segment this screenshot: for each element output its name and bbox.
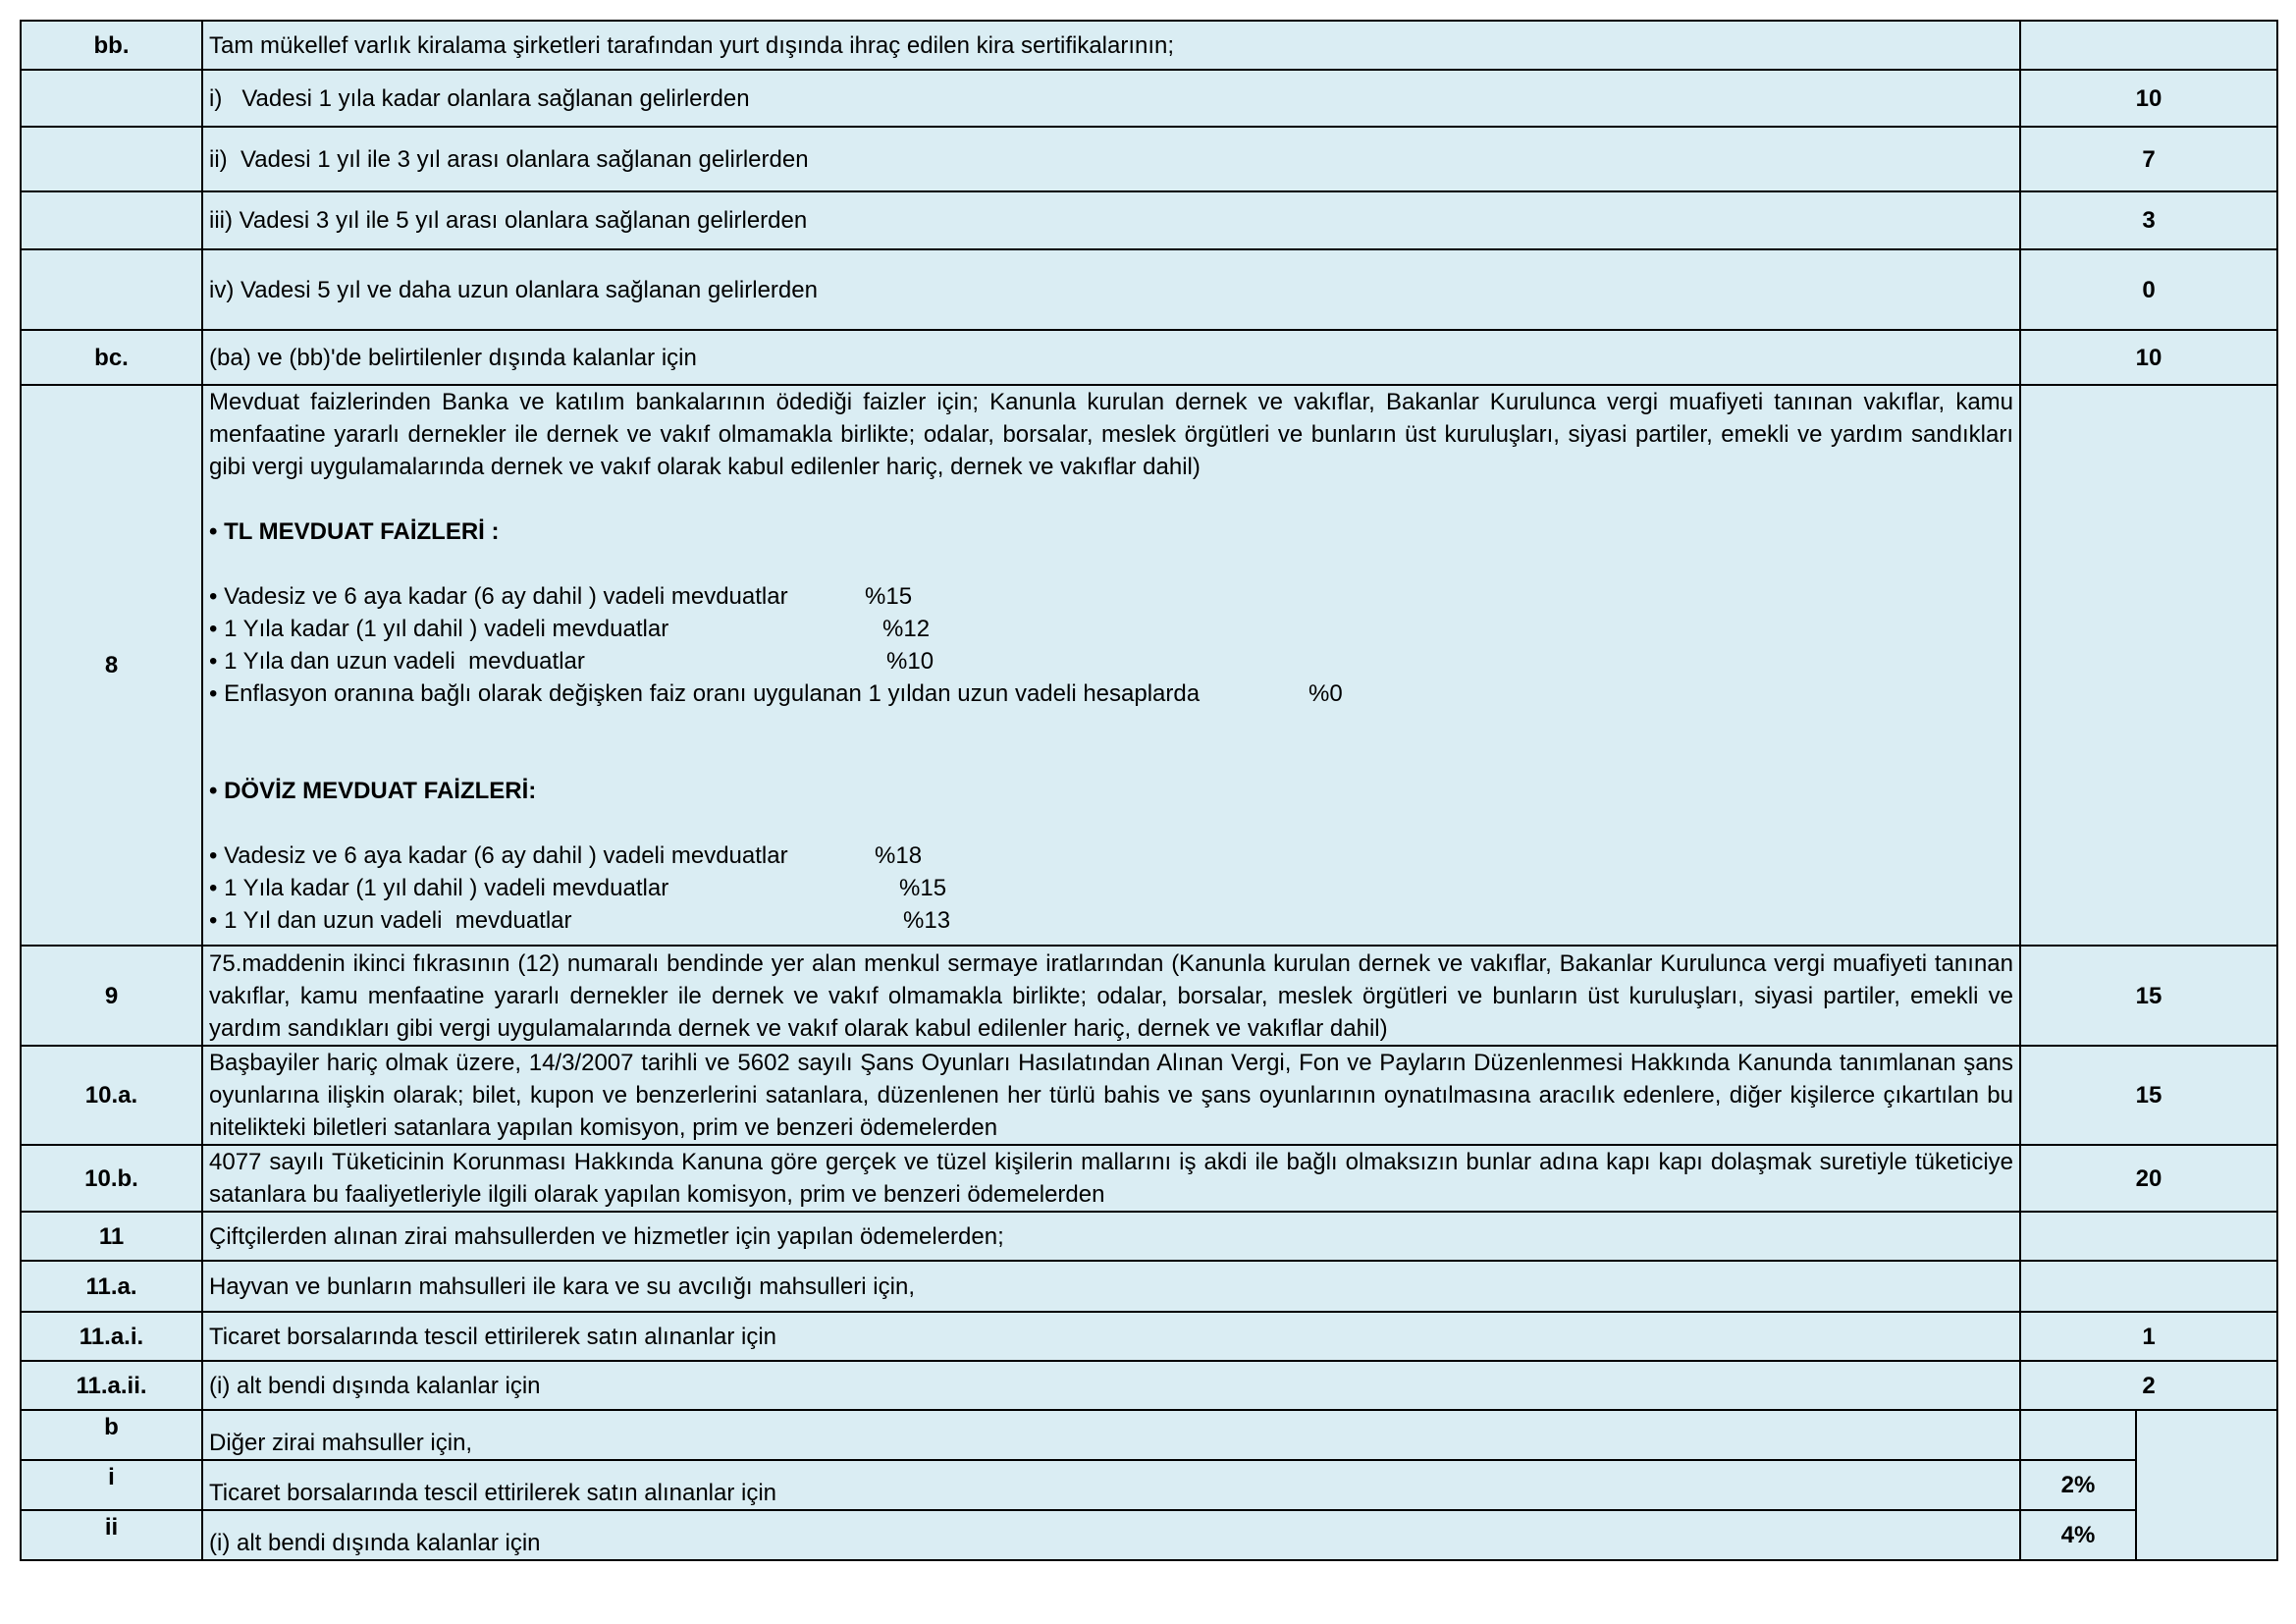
- rate-value: %12: [882, 616, 931, 642]
- item-description: iv) Vadesi 5 yıl ve daha uzun olanlara sağlanan gelirlerden: [202, 249, 2020, 330]
- item-number: 11: [21, 1212, 202, 1261]
- table-row: [21, 249, 2277, 330]
- item-rate: 7: [2020, 127, 2277, 191]
- table-row: [21, 21, 2277, 70]
- item-description: 4077 sayılı Tüketicinin Korunması Hakkında Kanuna göre gerçek ve tüzel kişilerin mallarını iş akdi ile bağlı olmaksızın bunlar adına kapı kapı dolaşmak suretiyle tüketiciye satanlara bu faaliyetleriyle ilgili olarak yapılan komisyon, prim ve benzeri ödemelerden: [202, 1145, 2020, 1212]
- table-row: [21, 330, 2277, 385]
- item-rate: 2%: [2020, 1460, 2136, 1510]
- item-rate: [2020, 1261, 2277, 1312]
- tl-deposit-heading: • TL MEVDUAT FAİZLERİ :: [209, 518, 500, 545]
- withholding-rates-table: [20, 20, 2278, 1561]
- item-description: (i) alt bendi dışında kalanlar için: [202, 1361, 2020, 1410]
- table-row: [21, 1312, 2277, 1361]
- rate-label: • Enflasyon oranına bağlı olarak değişken faiz oranı uygulanan 1 yıldan uzun vadeli hesaplarda: [209, 680, 1201, 707]
- item-description: i) Vadesi 1 yıla kadar olanlara sağlanan gelirlerden: [202, 70, 2020, 127]
- item-number: 8: [21, 385, 202, 946]
- fx-deposit-heading: • DÖVİZ MEVDUAT FAİZLERİ:: [209, 778, 537, 804]
- list-item: [209, 839, 2013, 872]
- empty-merged-cell: [2136, 1410, 2277, 1560]
- rate-value: %13: [903, 907, 951, 934]
- rate-label: • 1 Yıla dan uzun vadeli mevduatlar: [209, 648, 585, 675]
- table-row: [21, 946, 2277, 1046]
- table-row: [21, 1361, 2277, 1410]
- item-rate: 10: [2020, 330, 2277, 385]
- item-rate: 2: [2020, 1361, 2277, 1410]
- item-number: [21, 249, 202, 330]
- rate-label: • Vadesiz ve 6 aya kadar (6 ay dahil ) vadeli mevduatlar: [209, 842, 788, 869]
- table-row: [21, 1261, 2277, 1312]
- item-rate: 4%: [2020, 1510, 2136, 1560]
- item-rate: [2020, 385, 2277, 946]
- item-number: bc.: [21, 330, 202, 385]
- deposit-interest-description: [202, 385, 2020, 946]
- item-rate: 1: [2020, 1312, 2277, 1361]
- rate-value: %15: [865, 583, 913, 610]
- table-row: [21, 1510, 2277, 1560]
- item-number: [21, 191, 202, 249]
- list-item: [209, 613, 2013, 645]
- item-number: 11.a.: [21, 1261, 202, 1312]
- item-description: Tam mükellef varlık kiralama şirketleri tarafından yurt dışında ihraç edilen kira sertifikalarının;: [202, 21, 2020, 70]
- item-description: Ticaret borsalarında tescil ettirilerek satın alınanlar için: [202, 1312, 2020, 1361]
- item-number: 11.a.i.: [21, 1312, 202, 1361]
- item-number: 10.a.: [21, 1046, 202, 1145]
- rate-value: %18: [875, 842, 923, 869]
- table-row: [21, 191, 2277, 249]
- item-number: 10.b.: [21, 1145, 202, 1212]
- item-description: Başbayiler hariç olmak üzere, 14/3/2007 tarihli ve 5602 sayılı Şans Oyunları Hasılatından Alınan Vergi, Fon ve Payların Düzenlenmesi Hakkında Kanunda tanımlanan şans oyunlarına ilişkin olarak; bilet, kupon ve benzerlerini satanlara, düzenlenen her türlü bahis ve şans oyunlarının oynatılmasına aracılık edenlere, diğer kişilerce çıkartılan bu nitelikteki biletleri satanlara yapılan komisyon, prim ve benzeri ödemelerden: [202, 1046, 2020, 1145]
- item-description: 75.maddenin ikinci fıkrasının (12) numaralı bendinde yer alan menkul sermaye iratlarından (Kanunla kurulan dernek ve vakıflar, Bakanlar Kurulunca vergi muafiyeti tanınan vakıflar, kamu menfaatine yararlı dernekler ile dernek ve vakıf olmamakla birlikte; odalar, borsalar, meslek örgütleri ve bunların üst kuruluşları, siyasi partiler, emekli ve yardım sandıkları gibi vergi uygulamalarında dernek ve vakıf olarak kabul edilenler hariç, dernek ve vakıflar dahil): [202, 946, 2020, 1046]
- item-description: Ticaret borsalarında tescil ettirilerek satın alınanlar için: [202, 1460, 2020, 1510]
- item-description: (i) alt bendi dışında kalanlar için: [202, 1510, 2020, 1560]
- item-number: 9: [21, 946, 202, 1046]
- item-rate: 15: [2020, 946, 2277, 1046]
- list-item: [209, 580, 2013, 613]
- rate-label: • 1 Yıla kadar (1 yıl dahil ) vadeli mevduatlar: [209, 875, 669, 901]
- list-item: [209, 645, 2013, 677]
- item-number: 11.a.ii.: [21, 1361, 202, 1410]
- item-description: Hayvan ve bunların mahsulleri ile kara ve su avcılığı mahsulleri için,: [202, 1261, 2020, 1312]
- item-number: bb.: [21, 21, 202, 70]
- rate-label: • 1 Yıla kadar (1 yıl dahil ) vadeli mevduatlar: [209, 616, 669, 642]
- table-row: [21, 70, 2277, 127]
- table-row: [21, 1460, 2277, 1510]
- item-rate: 20: [2020, 1145, 2277, 1212]
- item-number: [21, 70, 202, 127]
- item-description: ii) Vadesi 1 yıl ile 3 yıl arası olanlara sağlanan gelirlerden: [202, 127, 2020, 191]
- item-description: Diğer zirai mahsuller için,: [202, 1410, 2020, 1460]
- item-number: ii: [21, 1510, 202, 1560]
- item-rate: [2020, 1410, 2136, 1460]
- table-row: [21, 1410, 2277, 1460]
- item-number: [21, 127, 202, 191]
- rate-value: %10: [886, 648, 934, 675]
- list-item: [209, 904, 2013, 937]
- item-rate: 15: [2020, 1046, 2277, 1145]
- item-description: (ba) ve (bb)'de belirtilenler dışında kalanlar için: [202, 330, 2020, 385]
- rate-value: %0: [1308, 680, 1343, 707]
- item-rate: [2020, 21, 2277, 70]
- item-rate: 10: [2020, 70, 2277, 127]
- item-description: Çiftçilerden alınan zirai mahsullerden ve hizmetler için yapılan ödemelerden;: [202, 1212, 2020, 1261]
- item-rate: [2020, 1212, 2277, 1261]
- table-row: [21, 1046, 2277, 1145]
- table-row: [21, 127, 2277, 191]
- item-number: i: [21, 1460, 202, 1510]
- deposit-interest-intro: Mevduat faizlerinden Banka ve katılım bankalarının ödediği faizler için; Kanunla kurulan dernek ve vakıflar, Bakanlar Kurulunca vergi muafiyeti tanınan vakıflar, kamu menfaatine yararlı dernekler ile dernek ve vakıf olmamakla birlikte; odalar, borsalar, meslek örgütleri ve bunların üst kuruluşları, siyasi partiler, emekli ve yardım sandıkları gibi vergi uygulamalarında dernek ve vakıf olarak kabul edilenler hariç, dernek ve vakıflar dahil): [209, 389, 2013, 480]
- list-item: [209, 677, 2013, 710]
- rate-value: %15: [899, 875, 947, 901]
- item-rate: 3: [2020, 191, 2277, 249]
- rate-label: • 1 Yıl dan uzun vadeli mevduatlar: [209, 907, 572, 934]
- list-item: [209, 872, 2013, 904]
- item-rate: 0: [2020, 249, 2277, 330]
- table-row: [21, 385, 2277, 946]
- item-number: b: [21, 1410, 202, 1460]
- table-row: [21, 1212, 2277, 1261]
- item-description: iii) Vadesi 3 yıl ile 5 yıl arası olanlara sağlanan gelirlerden: [202, 191, 2020, 249]
- rate-label: • Vadesiz ve 6 aya kadar (6 ay dahil ) vadeli mevduatlar: [209, 583, 788, 610]
- table-row: [21, 1145, 2277, 1212]
